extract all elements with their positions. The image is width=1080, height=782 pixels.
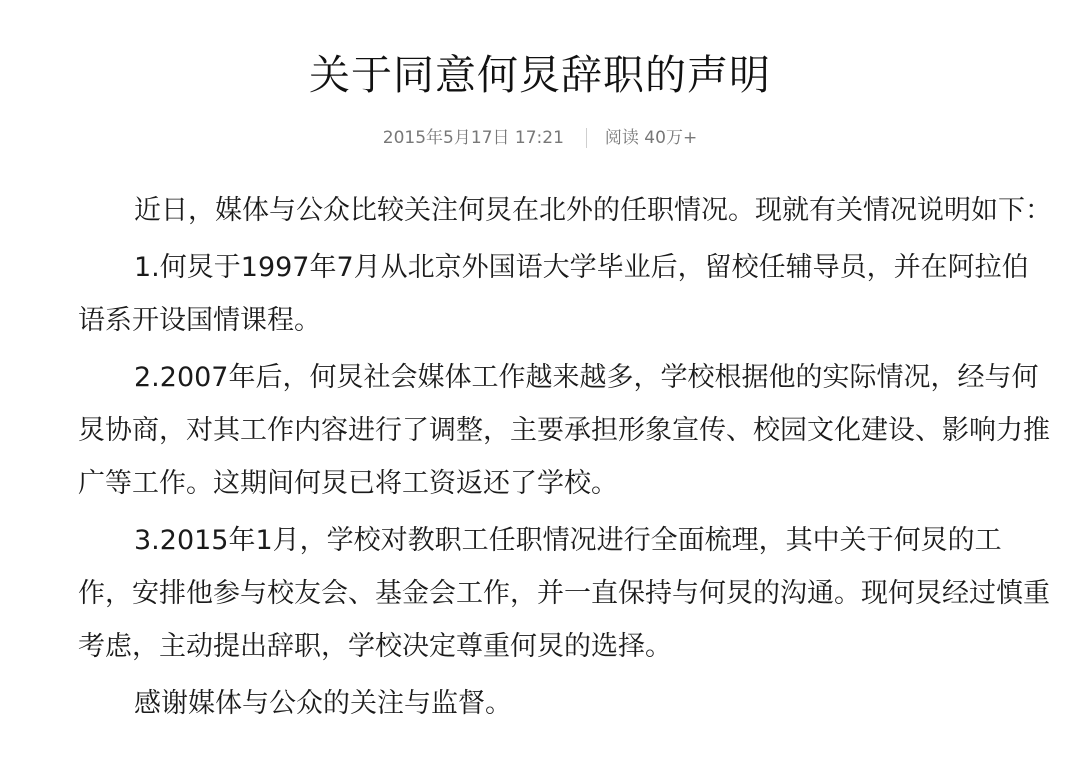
article-title: 关于同意何炅辞职的声明 bbox=[309, 51, 771, 99]
paragraph-2: 2.2007年后，何炅社会媒体工作越来越多，学校根据他的实际情况，经与何炅协商，对其工作内容进行了调整，主要承担形象宣传、校园文化建设、影响力推广等工作。这期间何炅已将工资返还了学校。 bbox=[78, 362, 1050, 499]
read-count: 阅读 40万+ bbox=[604, 128, 698, 148]
article-body bbox=[78, 184, 1054, 730]
paragraph-intro: 近日，媒体与公众比较关注何炅在北外的任职情况。现就有关情况说明如下： bbox=[134, 195, 1052, 226]
paragraph-closing: 感谢媒体与公众的关注与监督。 bbox=[134, 688, 512, 719]
meta-divider bbox=[586, 128, 587, 148]
publish-date: 2015年5月17日 17:21 bbox=[382, 128, 564, 148]
article-meta bbox=[26, 118, 1054, 158]
paragraph-1: 1.何炅于1997年7月从北京外国语大学毕业后，留校任辅导员，并在阿拉伯语系开设国情课程。 bbox=[78, 252, 1029, 336]
paragraph-3: 3.2015年1月，学校对教职工任职情况进行全面梳理，其中关于何炅的工作，安排他参与校友会、基金会工作，并一直保持与何炅的沟通。现何炅经过慎重考虑，主动提出辞职，学校决定尊重何炅的选择。 bbox=[78, 525, 1050, 662]
